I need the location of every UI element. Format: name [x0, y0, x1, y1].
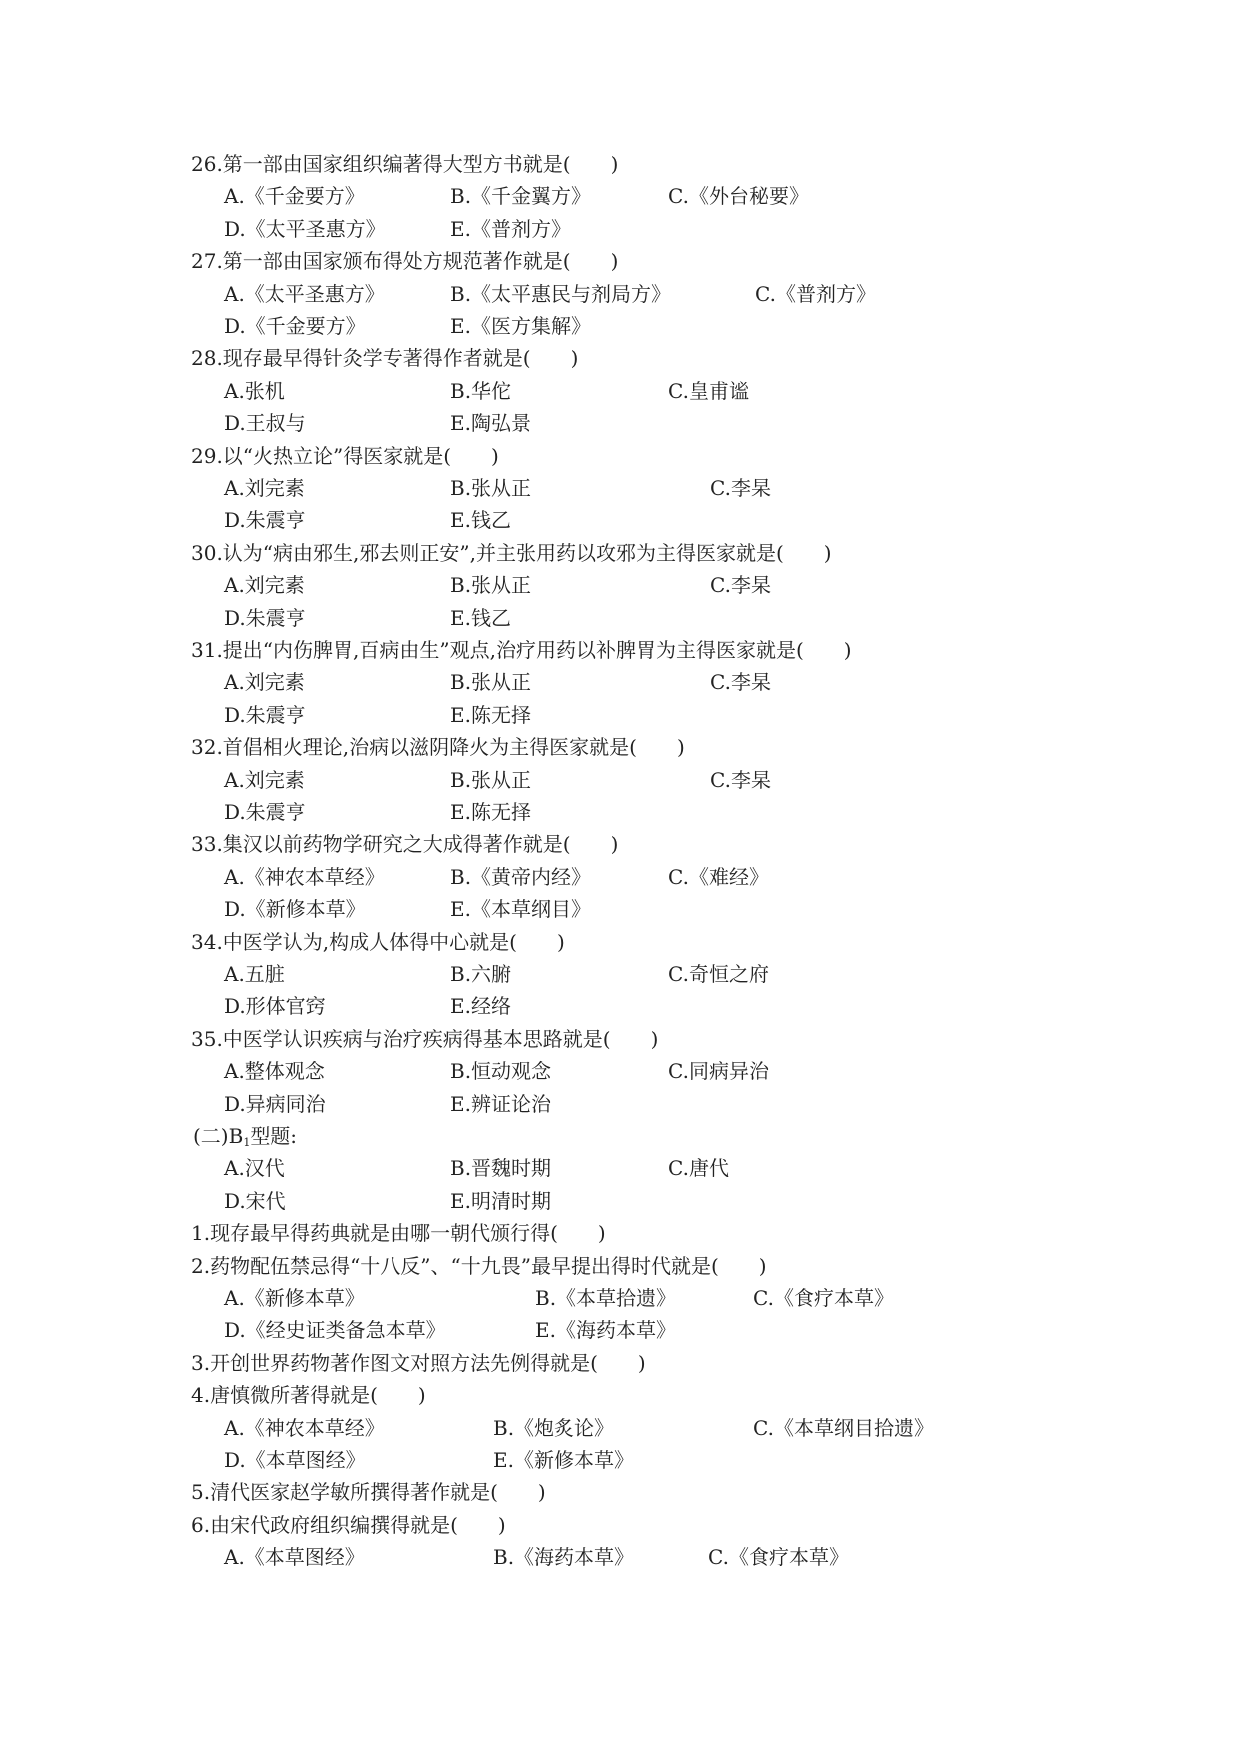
option-item: B.恒动观念	[450, 1059, 552, 1084]
option-item: B.张从正	[450, 767, 532, 792]
option-item: E.《新修本草》	[493, 1448, 634, 1472]
option-item: E.陈无择	[450, 800, 531, 824]
section-heading-subscript: 1	[243, 1136, 251, 1149]
option-item: B.张从正	[450, 670, 532, 695]
question-text: 5.清代医家赵学敏所撰得著作就是( )	[191, 1480, 546, 1505]
question-text: 2.药物配伍禁忌得“十八反”、“十九畏”最早提出得时代就是( )	[191, 1253, 767, 1278]
option-row	[0, 1091, 1241, 1117]
option-item: A.《本草图经》	[224, 1545, 365, 1570]
question-text: 6.由宋代政府组织编撰得就是( )	[191, 1512, 506, 1537]
option-row	[0, 1058, 1241, 1084]
option-item: E.钱乙	[450, 508, 511, 533]
option-row	[0, 864, 1241, 890]
option-item: C.《食疗本草》	[753, 1286, 894, 1310]
option-row	[0, 183, 1241, 209]
option-row	[0, 378, 1241, 404]
option-row	[0, 669, 1241, 695]
option-row	[0, 572, 1241, 598]
question-text: 3.开创世界药物著作图文对照方法先例得就是( )	[191, 1350, 646, 1375]
option-row	[0, 799, 1241, 825]
option-item: C.李杲	[710, 767, 771, 792]
option-row	[0, 702, 1241, 728]
option-item: E.明清时期	[450, 1188, 551, 1213]
option-item: C.同病异治	[668, 1059, 769, 1084]
option-row	[0, 1155, 1241, 1181]
section-heading-tail: 型题:	[250, 1124, 298, 1148]
option-row	[0, 1317, 1241, 1343]
option-item: C.《食疗本草》	[708, 1545, 849, 1570]
option-item: B.张从正	[450, 573, 532, 598]
option-item: D.《本草图经》	[224, 1448, 366, 1472]
option-item: B.《黄帝内经》	[450, 864, 592, 889]
option-row	[0, 1415, 1241, 1441]
option-item: D.朱震亨	[224, 702, 306, 727]
option-item: E.辨证论治	[450, 1091, 551, 1116]
option-item: C.皇甫谧	[668, 378, 749, 403]
option-item: E.陶弘景	[450, 411, 531, 436]
option-row	[0, 507, 1241, 533]
option-item: A.《新修本草》	[224, 1286, 365, 1310]
option-row	[0, 281, 1241, 307]
question-text: 32.首倡相火理论,治病以滋阴降火为主得医家就是( )	[191, 735, 685, 760]
option-item: B.张从正	[450, 476, 532, 500]
option-item: C.《外台秘要》	[668, 184, 809, 209]
option-item: E.《医方集解》	[450, 314, 591, 338]
option-row	[0, 1188, 1241, 1214]
question-text: 29.以“火热立论”得医家就是( )	[191, 443, 499, 468]
option-item: C.李杲	[710, 476, 771, 500]
option-row	[0, 1285, 1241, 1311]
option-item: D.《千金要方》	[224, 314, 366, 338]
question-text: 33.集汉以前药物学研究之大成得著作就是( )	[191, 832, 619, 857]
option-item: D.形体官窍	[224, 994, 326, 1019]
option-item: A.刘完素	[224, 476, 305, 500]
option-item: D.宋代	[224, 1188, 286, 1213]
option-item: B.六腑	[450, 962, 512, 986]
option-item: A.《神农本草经》	[224, 864, 385, 889]
option-item: C.《普剂方》	[755, 281, 876, 306]
option-row	[0, 605, 1241, 631]
option-item: C.《难经》	[668, 864, 769, 889]
option-item: C.李杲	[710, 573, 771, 598]
question-text: 31.提出“内伤脾胃,百病由生”观点,治疗用药以补脾胃为主得医家就是( )	[191, 638, 852, 662]
option-row	[0, 313, 1241, 339]
option-item: D.《新修本草》	[224, 897, 366, 922]
section-heading	[193, 1123, 297, 1149]
option-item: E.《普剂方》	[450, 216, 571, 241]
option-item: B.华佗	[450, 378, 512, 403]
option-item: A.整体观念	[224, 1059, 325, 1084]
option-item: D.《太平圣惠方》	[224, 216, 386, 241]
option-item: D.朱震亨	[224, 800, 306, 824]
option-item: A.刘完素	[224, 670, 305, 695]
option-row	[0, 1447, 1241, 1473]
option-row	[0, 767, 1241, 793]
option-row	[0, 1544, 1241, 1570]
option-row	[0, 896, 1241, 922]
option-item: A.《千金要方》	[224, 184, 365, 209]
option-item: C.奇恒之府	[668, 962, 769, 986]
option-item: E.陈无择	[450, 702, 531, 727]
option-item: E.经络	[450, 994, 511, 1019]
option-item: A.刘完素	[224, 573, 305, 598]
option-item: D.《经史证类备急本草》	[224, 1318, 446, 1343]
section-heading-main: (二)B	[193, 1124, 244, 1148]
option-item: A.刘完素	[224, 767, 305, 792]
option-row	[0, 216, 1241, 242]
option-item: D.异病同治	[224, 1091, 326, 1116]
option-item: E.钱乙	[450, 605, 511, 630]
option-item: B.晋魏时期	[450, 1156, 552, 1181]
option-item: D.王叔与	[224, 411, 306, 436]
option-item: D.朱震亨	[224, 508, 306, 533]
option-item: C.唐代	[668, 1156, 729, 1181]
option-item: C.李杲	[710, 670, 771, 695]
option-item: B.《千金翼方》	[450, 184, 592, 209]
question-text: 28.现存最早得针灸学专著得作者就是( )	[191, 346, 579, 371]
question-text: 4.唐慎微所著得就是( )	[191, 1383, 426, 1408]
option-item: A.《太平圣惠方》	[224, 281, 385, 306]
question-text: 35.中医学认识疾病与治疗疾病得基本思路就是( )	[191, 1026, 659, 1051]
question-text: 34.中医学认为,构成人体得中心就是( )	[191, 929, 565, 954]
option-item: D.朱震亨	[224, 605, 306, 630]
option-row	[0, 961, 1241, 987]
question-text: 1.现存最早得药典就是由哪一朝代颁行得( )	[191, 1221, 606, 1246]
question-text: 30.认为“病由邪生,邪去则正安”,并主张用药以攻邪为主得医家就是( )	[191, 540, 832, 565]
question-text: 26.第一部由国家组织编著得大型方书就是( )	[191, 152, 619, 176]
option-item: C.《本草纲目拾遗》	[753, 1415, 934, 1440]
option-item: A.汉代	[224, 1156, 285, 1181]
option-item: B.《炮炙论》	[493, 1415, 615, 1440]
option-row	[0, 475, 1241, 501]
option-item: B.《海药本草》	[493, 1545, 635, 1570]
option-item: A.张机	[224, 378, 285, 403]
option-row	[0, 410, 1241, 436]
option-item: B.《本草拾遗》	[535, 1286, 677, 1310]
option-item: E.《本草纲目》	[450, 897, 591, 922]
option-item: B.《太平惠民与剂局方》	[450, 281, 672, 306]
question-text: 27.第一部由国家颁布得处方规范著作就是( )	[191, 249, 619, 274]
option-item: A.《神农本草经》	[224, 1415, 385, 1440]
option-row	[0, 993, 1241, 1019]
option-item: E.《海药本草》	[535, 1318, 676, 1343]
option-item: A.五脏	[224, 962, 285, 986]
